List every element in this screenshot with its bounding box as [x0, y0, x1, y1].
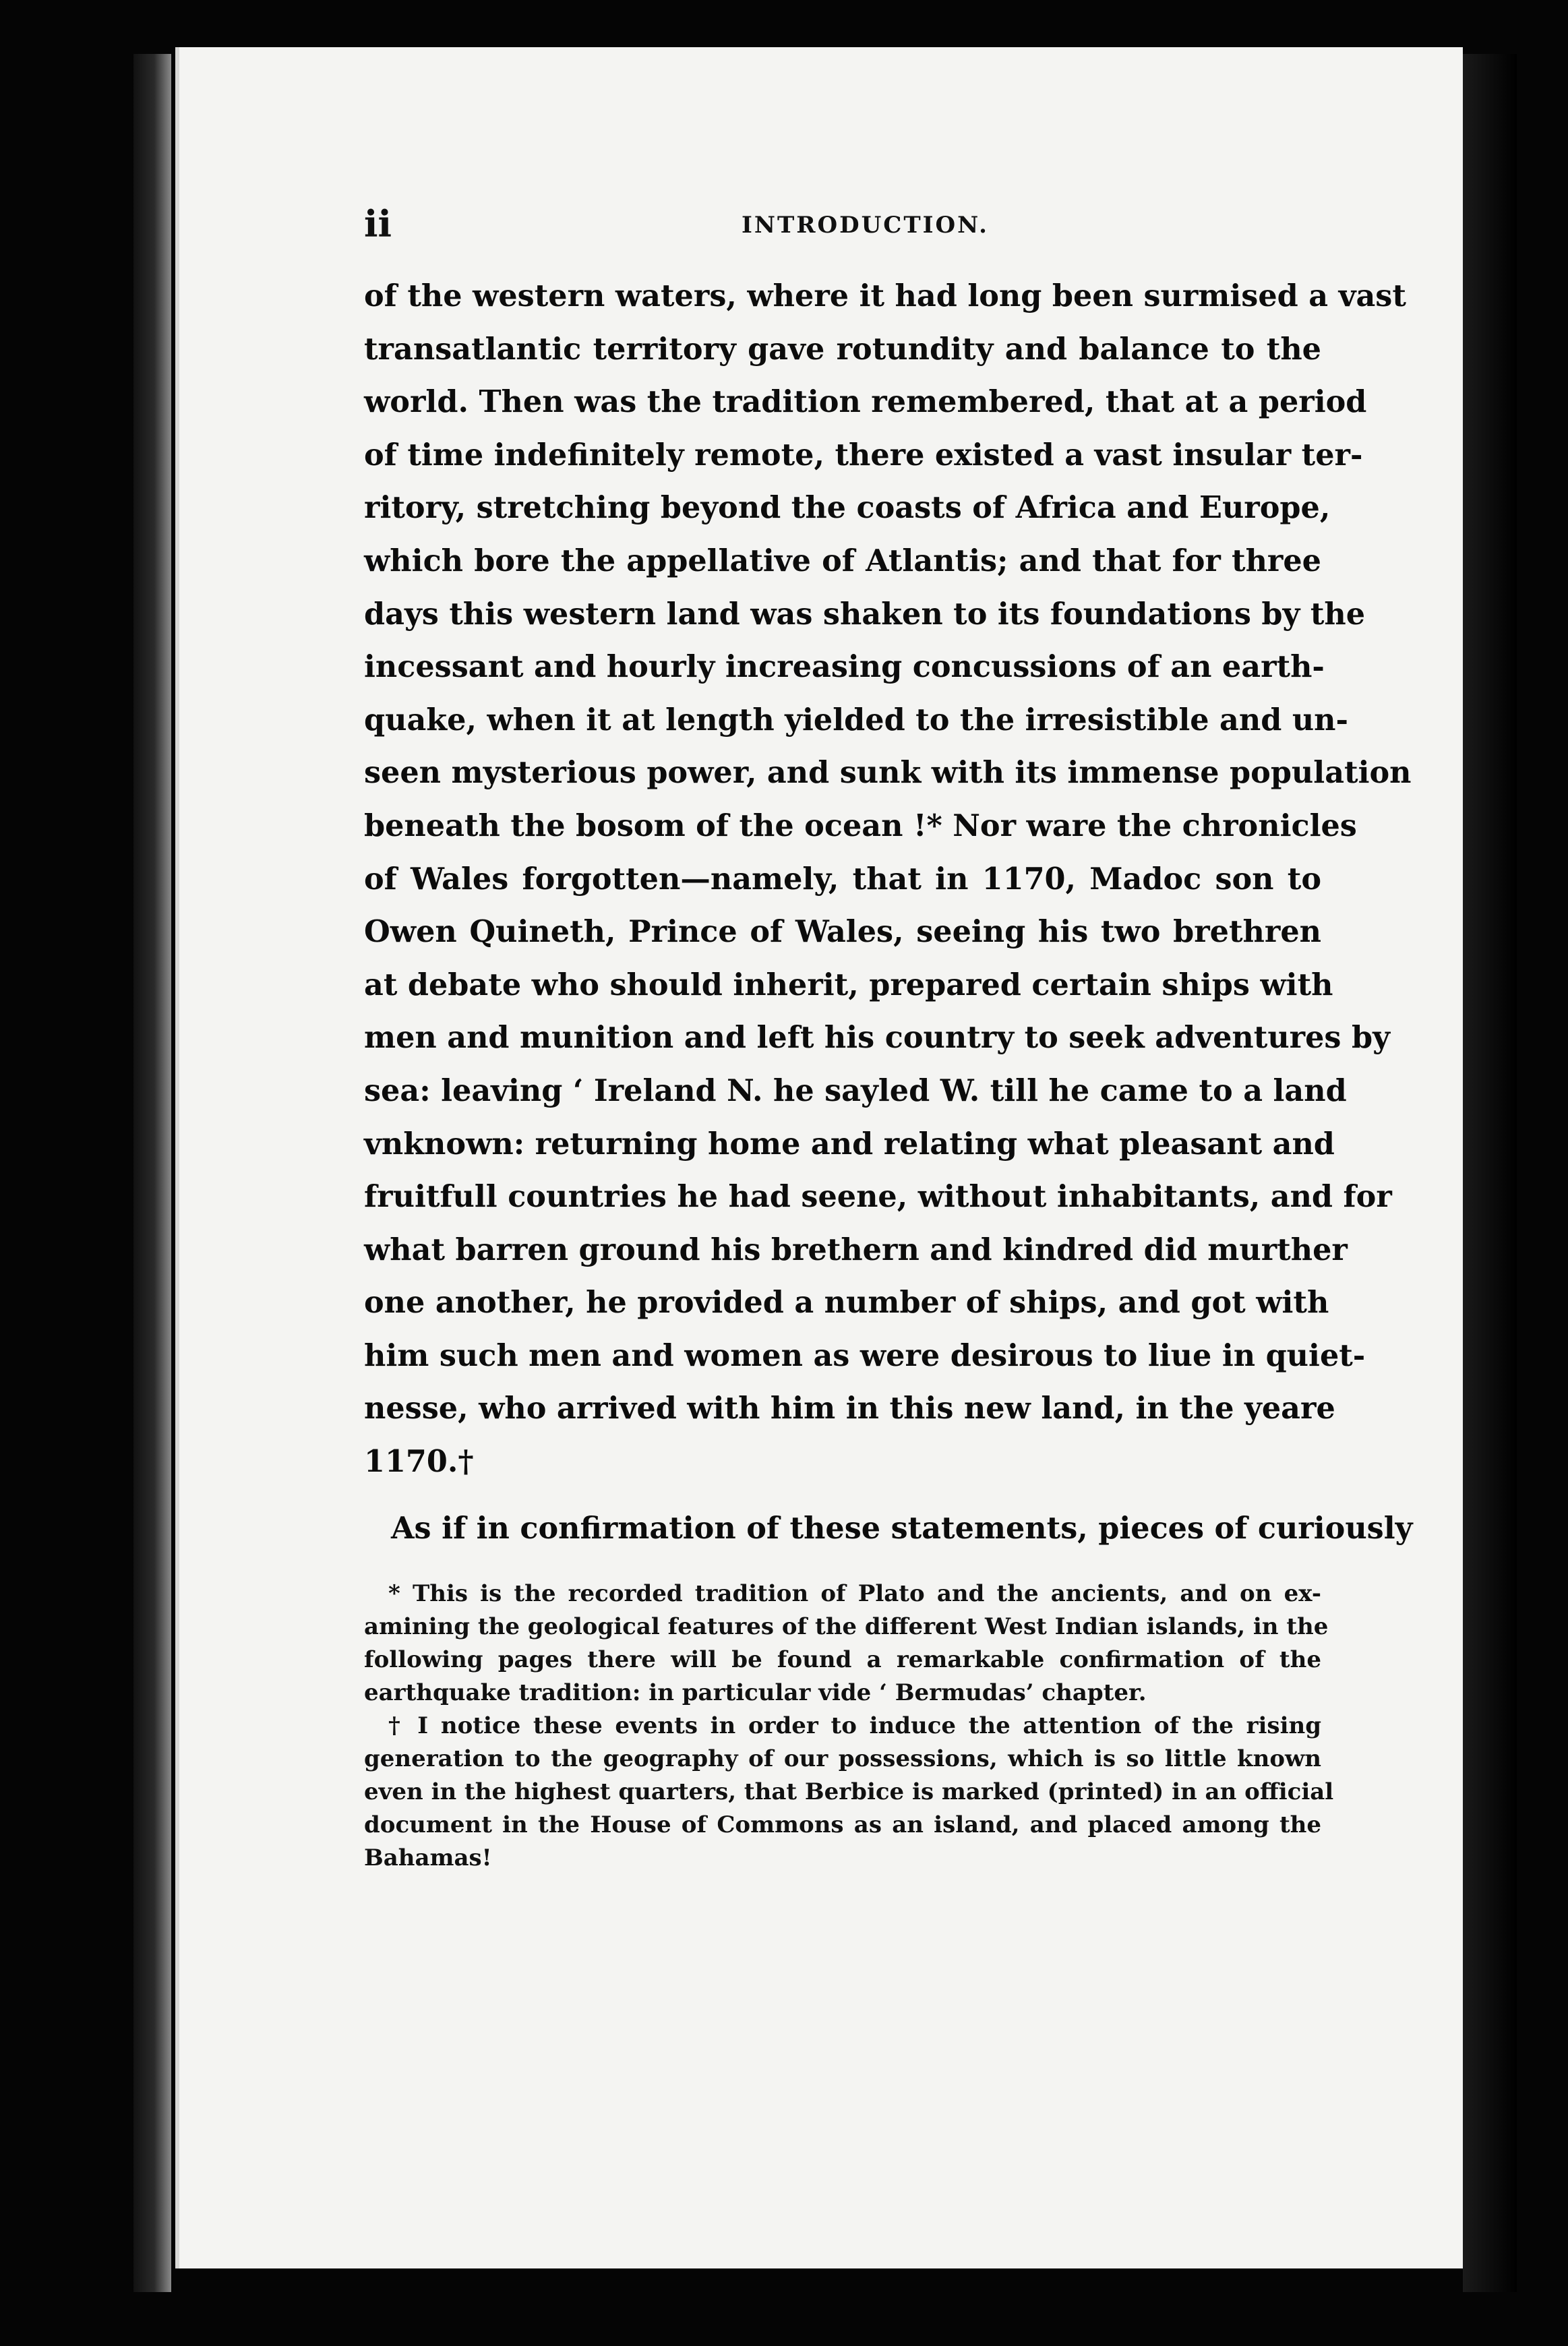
text-line: incessant and hourly increasing concussions of an earth- [364, 649, 1325, 685]
text-line: ritory, stretching beyond the coasts of Africa and Europe, [364, 490, 1331, 526]
text-line: beneath the bosom of the ocean !* Nor ware the chronicles [364, 808, 1357, 843]
text-line: days this western land was shaken to its foundations by the [364, 596, 1366, 632]
footnote-line: Bahamas! [364, 1844, 492, 1871]
main-text [364, 270, 1413, 1555]
text-line: vnknown: returning home and relating what pleasant and [364, 1126, 1335, 1162]
text-line: which bore the appellative of Atlantis; and that for three [364, 543, 1321, 578]
text-line: at debate who should inherit, prepared certain ships with [364, 967, 1333, 1002]
text-line: As if in confirmation of these statements, pieces of curiously [391, 1510, 1413, 1546]
text-line: 1170.† [364, 1444, 474, 1480]
text-line: fruitfull countries he had seene, without inhabitants, and for [364, 1179, 1392, 1215]
page-header [364, 202, 1328, 256]
binding-shadow [133, 54, 171, 2292]
footnote-line: amining the geological features of the different West Indian islands, in the [364, 1613, 1329, 1640]
text-line: seen mysterious power, and sunk with its immense population [364, 755, 1412, 791]
text-line: world. Then was the tradition remembered, that at a period [364, 384, 1367, 420]
text-line: of the western waters, where it had long been surmised a vast [364, 278, 1406, 313]
footnotes [364, 1577, 1334, 1875]
text-line: transatlantic territory gave rotundity and balance to the [364, 331, 1321, 367]
footnote-line: document in the House of Commons as an island, and placed among the [364, 1811, 1321, 1838]
text-line: Owen Quineth, Prince of Wales, seeing his two brethren [364, 914, 1321, 950]
text-line: men and munition and left his country to seek adventures by [364, 1020, 1390, 1056]
text-line: one another, he provided a number of ships, and got with [364, 1285, 1329, 1321]
footnote-line: following pages there will be found a remarkable confirmation of the [364, 1646, 1321, 1673]
page-number: ii [364, 202, 392, 245]
page-edge [1463, 54, 1517, 2292]
running-head: INTRODUCTION. [742, 212, 989, 239]
text-line: sea: leaving ‘ Ireland N. he sayled W. till he came to a land [364, 1073, 1347, 1108]
text-line: what barren ground his brethern and kindred did murther [364, 1232, 1348, 1267]
text-line: of Wales forgotten—namely, that in 1170, Madoc son to [364, 861, 1321, 897]
footnote-line: even in the highest quarters, that Berbice is marked (printed) in an official [364, 1778, 1334, 1805]
text-line: nesse, who arrived with him in this new land, in the yeare [364, 1391, 1335, 1426]
text-line: quake, when it at length yielded to the irresistible and un- [364, 702, 1349, 738]
footnote-line: earthquake tradition: in particular vide ‘ Bermudas’ chapter. [364, 1679, 1147, 1706]
text-line: him such men and women as were desirous to liue in quiet- [364, 1337, 1366, 1373]
footnote-line: * This is the recorded tradition of Plato and the ancients, and on ex- [388, 1580, 1321, 1607]
footnote-line: † I notice these events in order to induce the attention of the rising [388, 1712, 1321, 1739]
footnote-line: generation to the geography of our possessions, which is so little known [364, 1745, 1321, 1772]
text-line: of time indefinitely remote, there existed a vast insular ter- [364, 437, 1363, 473]
